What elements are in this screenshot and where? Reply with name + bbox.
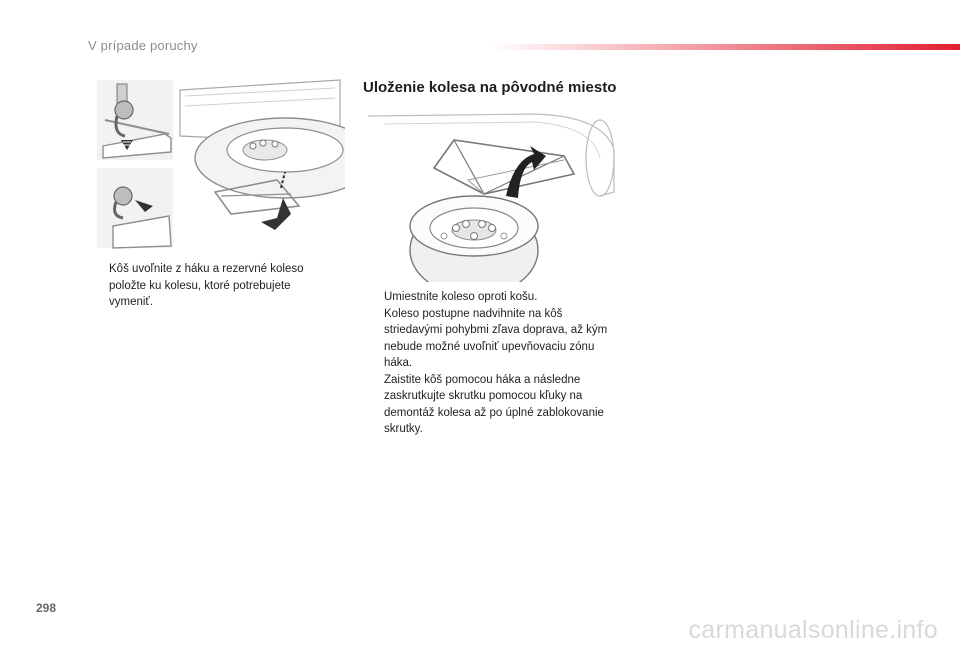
bullet-text: Zaistite kôš pomocou háka a následne zaskrutkujte skrutku pomocou kľuky na demontáž kolesa až po úplné zablokovanie skrutky.	[384, 373, 604, 435]
header-title: V prípade poruchy	[88, 38, 198, 53]
list-item	[363, 306, 621, 372]
illustration-wheel-stowing	[364, 110, 616, 282]
bullet-text: Koleso postupne nadvihnite na kôš striedavými pohybmi zľava doprava, až kým nebude možné uvoľniť upevňovaciu zónu háka.	[384, 307, 608, 369]
list-item	[363, 372, 621, 438]
watermark[interactable]: carmanualsonline.info	[688, 616, 938, 644]
list-item	[88, 261, 328, 311]
right-bullet-list	[363, 289, 621, 438]
header-accent-bar	[490, 44, 960, 50]
page-number: 298	[36, 601, 57, 615]
section-heading: Uloženie kolesa na pôvodné miesto	[363, 79, 617, 96]
left-bullet-list	[88, 261, 328, 311]
bullet-text: Umiestnite koleso oproti košu.	[384, 291, 538, 303]
illustration-hook-release	[95, 76, 345, 251]
list-item	[363, 289, 621, 306]
bullet-text: Kôš uvoľnite z háku a rezervné koleso položte ku kolesu, ktoré potrebujete vymeniť.	[109, 263, 304, 308]
